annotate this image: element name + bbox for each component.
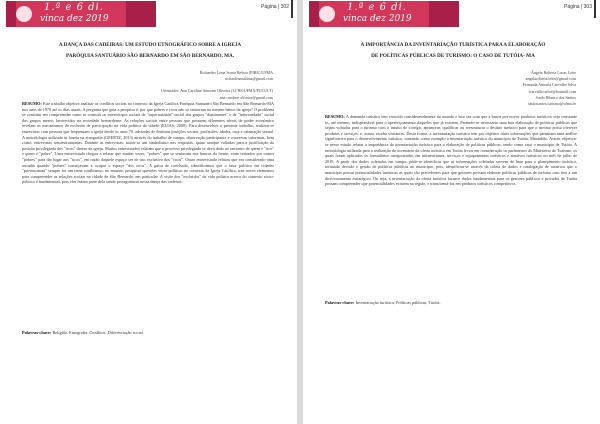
advisor-name: Orientador: Ana Caroline Amorim Oliveira (LCHS/UFMA/PGCULT) bbox=[161, 88, 273, 94]
banner-line-1: 1.ª e 6 di. bbox=[44, 2, 104, 13]
article-title bbox=[40, 40, 260, 62]
author-name: Saulo Ribeiro dos Santos bbox=[535, 94, 576, 100]
left-page-header bbox=[0, 0, 297, 30]
event-banner bbox=[309, 1, 459, 27]
author-name: Richardes Lima Sousa Beleza (PIBIC/UFMA bbox=[199, 70, 273, 75]
keywords-label: Palavras-chave: bbox=[325, 300, 355, 305]
right-page-header bbox=[303, 0, 600, 30]
keywords bbox=[22, 330, 274, 335]
page-tab bbox=[594, 0, 596, 18]
page-number: Página | 303 bbox=[564, 4, 592, 10]
abstract-text: A demanda turística tem crescido consideravelmente no mundo e isso faz com que a busca por novos produtos turísticos seja constante os, até mesmo, indispensável para o aperfeiçoamento daqueles que já existem. Partindo-se necessário uma boa elaboração de políticas públicas que sejam voltadas para o turismo com o intuito de corrigir, aprimorar, qualificar ou reestruturar o destino turístico para que o mesmo possa oferecer produtos e serviços, e, assim, receba visitantes. Desta forma, a inventariação turística tem por objetivo obter informações que permitam uma análise significativa para o desenvolvimento turístico, tornando como exemplo a inventariação turística do município de Tutóia, Maranhão. Assim, objetiva-se nesse estudo relatar a importância da inventariação turística para a elaboração de políticas públicas, tendo como caso o município de Tutóia. A metodologia utilizada para a realização do inventário da oferta turística em Tutóia levou em consideração os parâmetros do Ministério do Turismo, os quais foram aplicados os formulários categorizados em infraestrutura, serviços e equipamentos turísticos e atrativos turísticos no mês de julho de 2019. A partir dos dados coletados em campo, pôde-se identificar que as informações coletadas servem de base para o planejamento turístico, tornando decisão e gestão de políticas públicas no município, pois, identificou-se através da coleta de dados e catalogação de atrativos que o município possui potencialidades turísticas as quais são precedentes para que gestores possam elaborar políticas públicas de turismo com fins a um direcionamento estratégico. Ou seja, a inventariação da oferta turística fornece dados fundamentais para os gestores públicos e privados de Tutóia possam compreender que potencialidades existem na região, e transformá-las em produtos turísticos competitivos. bbox=[325, 114, 577, 187]
page-number: Página | 302 bbox=[261, 4, 289, 10]
event-banner bbox=[6, 1, 156, 27]
keywords bbox=[325, 300, 577, 305]
author-email: fcarvalho.silva@hotmail.com bbox=[528, 88, 576, 94]
advisor-email: ana.caroline.oliveira@gmail.com bbox=[219, 94, 273, 100]
title-line-1: A IMPORTÂNCIA DA INVENTARIAÇÃO TURÍSTICA PARA A ELABORAÇÃO bbox=[360, 42, 546, 48]
banner-line-1: 1.ª e 6 di. bbox=[347, 2, 407, 13]
keywords-text: Religião. Etnografia. Conflitos. Diferenciação social. bbox=[52, 330, 144, 335]
author-email: saulosantos.turismo@ufma.br bbox=[528, 101, 576, 107]
author-block bbox=[161, 70, 273, 101]
keywords-text: Inventariação turística; Políticas públicas; Tutóia. bbox=[355, 300, 441, 305]
author-name: Fernanda Antonia Carvalho Silva bbox=[522, 82, 576, 88]
title-line-2: DE POLÍTICAS PÚBLICAS DE TURISMO: O CASO DE TUTÓIA- MA bbox=[371, 53, 535, 59]
right-page bbox=[303, 0, 600, 424]
author-block bbox=[523, 70, 576, 107]
abstract bbox=[325, 114, 577, 187]
event-logo-icon bbox=[16, 6, 32, 22]
abstract bbox=[22, 101, 274, 185]
author-email: angelaroberta.leite@gmail.com bbox=[525, 76, 576, 82]
banner-line-2: vinca dez 2019 bbox=[40, 14, 109, 24]
left-page bbox=[0, 0, 297, 424]
keywords-label: Palavras-chave: bbox=[22, 330, 52, 335]
title-line-1: A DANÇA DAS CADEIRAS: UM ESTUDO ETNOGRÁFICO SOBRE A IGREJA bbox=[58, 42, 242, 48]
author-name: Ângela Roberta Lucas Leite bbox=[531, 70, 576, 75]
banner-line-2: vinca dez 2019 bbox=[343, 14, 412, 24]
page-tab bbox=[291, 0, 293, 18]
abstract-label: RESUMO: bbox=[22, 101, 42, 106]
abstract-label: RESUMO: bbox=[325, 114, 345, 119]
article-title bbox=[343, 40, 563, 62]
abstract-text: Este trabalho objetiva analisar os conflitos sociais no contexto da Igreja Católica Paróquia Santuário São Bernardo em São Bernardo-MA nos anos de 1970 até os dias atuais. A pergunta que guia a pesquisa é: por que pobres e ricos não se sentavam no mesmo banco da igreja? O problema se constitui em compreender como se constrói os estereótipos sociais de "superioridade" social dos grupos "dominantes" e de "inferioridade" social dos grupos menos favorecidos na sociedade bernardense. As relações sociais entre pessoas que possuem diferentes níveis de poder econômico revelam os mecanismos de exclusão de participação na vida política da cidade (ELIAS, 2000). Para desenvolver o presente trabalho, realizou-se entrevistas com pessoas que frequentam a igreja desde os anos 70, advindas de distintas posições sociais, profissões, idades, raça e orientação sexual. A metodologia utilizada se baseia na etnografia (GEERTZ, 2013) através do trabalho de campo, observação participante e conversas informais, bem como, entrevistas semiestruturadas. Durante as entrevistas, notou-se um simbolismo nas respostas, quase sempre voltadas para a justificação da posição privilegiada dos "ricos" dentro da igreja. Muitos entrevistados relatam que o processo privilegiado se deva dado ao encontro de quem é "rico" e quem é "pobre". Uma entrevistada chegou a relatar que muitas vezes, "pobres" que se sentavam nos bancos da frente, eram retirados por outros "pobres" para dar lugar aos "ricos", em razão daquele espaço ser de uso exclusivo dos "ricos". Outro entrevistado relatou que era considerado uma ousadia quando "pobres" começavam a ocupar o espaço "dos ricos". A guisa de conclusão, identificamos que o fator político em cidades "provincianas" sempre foi um tema conflituoso, no entanto, pesquisar questões sócio-políticas no contexto da Igreja Católica, traz novos elementos para compreender as relações sociais na cidade de São Bernardo, em particular. A visão dos "excluídos" da vida política acerca do contexto sócio-político é fundamental, pois eles fazem parte dela sendo protagonistas nessa dança das cadeiras. bbox=[22, 101, 275, 185]
author-email: richardesmsilima@gmail.com bbox=[224, 76, 273, 82]
title-line-2: PARÓQUIA SANTUÁRIO SÃO BERNARDO EM SÃO BERNARDO, MA. bbox=[65, 53, 235, 59]
event-logo-icon bbox=[319, 6, 335, 22]
